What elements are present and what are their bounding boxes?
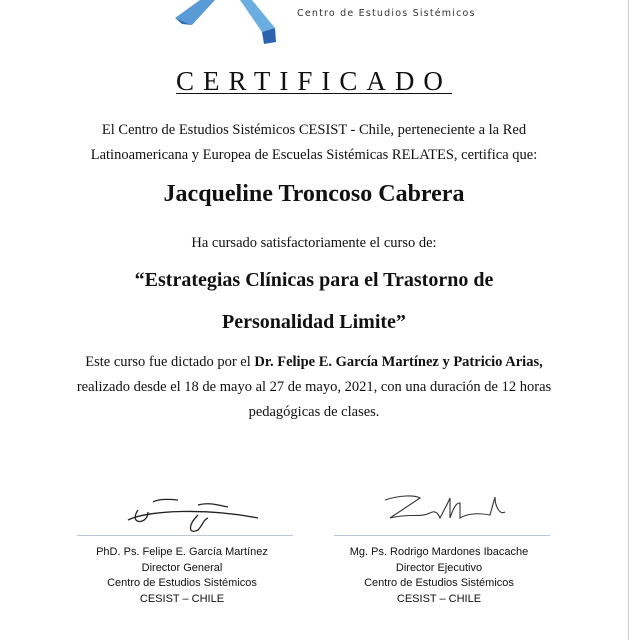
course-title-line: Personalidad Limite” bbox=[222, 311, 406, 333]
signatory-name: Mg. Ps. Rodrigo Mardones Ibacache bbox=[349, 546, 529, 558]
recipient-name: Jacqueline Troncoso Cabrera bbox=[163, 181, 465, 207]
signatory-role: Director Ejecutivo bbox=[395, 561, 483, 574]
details-text: Este curso fue dictado por el bbox=[85, 354, 255, 370]
signatory-place: CESIST – CHILE bbox=[139, 592, 225, 605]
signature-right bbox=[380, 490, 530, 525]
intro-line: Latinoamericana y Europea de Escuelas Sistémicas RELATES, certifica que: bbox=[90, 147, 538, 163]
course-intro: Ha cursado satisfactoriamente el curso de: bbox=[191, 235, 437, 251]
signatory-org: Centro de Estudios Sistémicos bbox=[364, 577, 514, 589]
signatory-place: CESIST – CHILE bbox=[396, 592, 482, 605]
signatory-org: Centro de Estudios Sistémicos bbox=[107, 577, 257, 589]
signatory-right bbox=[334, 545, 544, 607]
logo-subtitle: Centro de Estudios Sistémicos bbox=[297, 8, 476, 19]
signature-left bbox=[118, 490, 268, 535]
signatory-role: Director General bbox=[141, 561, 223, 574]
details-text: pedagógicas de clases. bbox=[248, 404, 380, 420]
signature-line-left bbox=[77, 535, 293, 536]
course-title-line: “Estrategias Clínicas para el Trastorno de bbox=[134, 269, 494, 291]
logo-icon bbox=[170, 0, 280, 48]
course-details bbox=[0, 350, 628, 425]
signatory-left bbox=[77, 545, 287, 607]
signatory-name: PhD. Ps. Felipe E. García Martínez bbox=[96, 546, 268, 558]
page-edge bbox=[628, 0, 629, 640]
instructors: Dr. Felipe E. García Martínez y Patricio Arias, bbox=[254, 354, 543, 370]
intro-text bbox=[0, 118, 628, 168]
certificate-title: CERTIFICADO bbox=[176, 66, 452, 96]
signature-line-right bbox=[334, 535, 550, 536]
intro-line: El Centro de Estudios Sistémicos CESIST - Chile, perteneciente a la Red bbox=[101, 122, 527, 138]
details-text: realizado desde el 18 de mayo al 27 de mayo, 2021, con una duración de 12 horas bbox=[76, 379, 552, 395]
